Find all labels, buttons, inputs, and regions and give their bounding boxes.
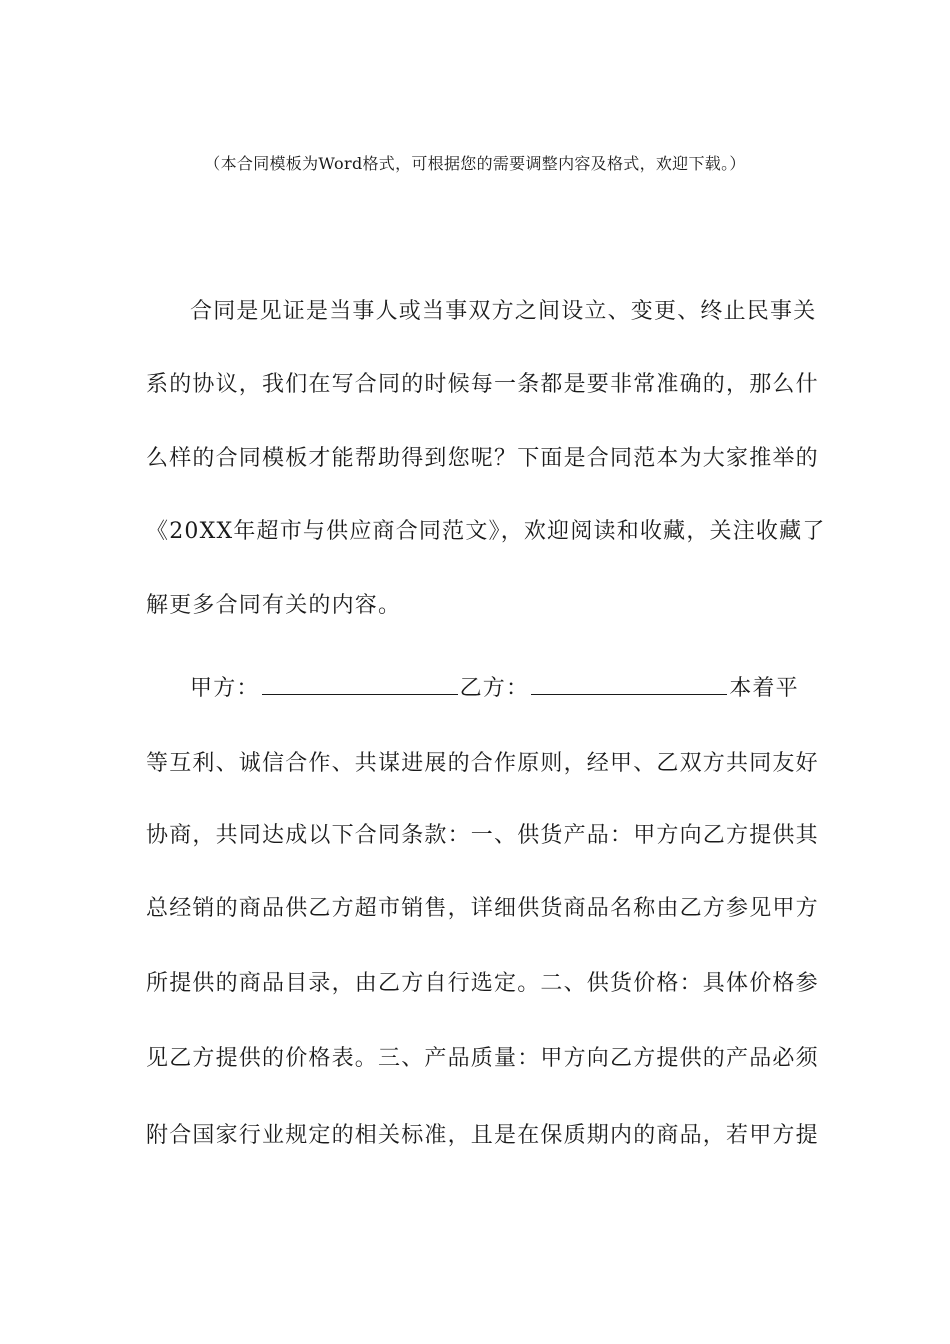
party-b-blank[interactable] [531,674,727,695]
body-line-1: 等互利、诚信合作、共谋进展的合作原则，经甲、乙双方共同友好 [146,751,819,776]
body-line-3: 总经销的商品供乙方超市销售，详细供货商品名称由乙方参见甲方 [146,896,819,921]
body-line-6: 附合国家行业规定的相关标准，且是在保质期内的商品，若甲方提 [146,1123,819,1148]
party-b-label: 乙方： [459,676,530,701]
intro-line-5: 解更多合同有关的内容。 [146,593,402,618]
party-a-label: 甲方： [190,676,260,701]
parties-continuation: 本着平 [729,676,799,701]
intro-line-2: 系的协议，我们在写合同的时候每一条都是要非常准确的，那么什 [146,372,819,397]
intro-line-1: 合同是见证是当事人或当事双方之间设立、变更、终止民事关 [190,299,817,324]
intro-line-4: 《20XX年超市与供应商合同范文》，欢迎阅读和收藏，关注收藏了 [146,519,826,544]
body-line-4: 所提供的商品目录，由乙方自行选定。二、供货价格：具体价格参 [146,971,819,996]
intro-line-3: 么样的合同模板才能帮助得到您呢？下面是合同范本为大家推举的 [146,446,819,471]
body-line-2: 协商，共同达成以下合同条款：一、供货产品：甲方向乙方提供其 [146,823,819,848]
body-line-5: 见乙方提供的价格表。三、产品质量：甲方向乙方提供的产品必须 [146,1046,819,1071]
template-note: （本合同模板为Word格式，可根据您的需要调整内容及格式，欢迎下载。） [204,154,746,173]
parties-line [146,674,846,704]
party-a-blank[interactable] [262,674,458,695]
